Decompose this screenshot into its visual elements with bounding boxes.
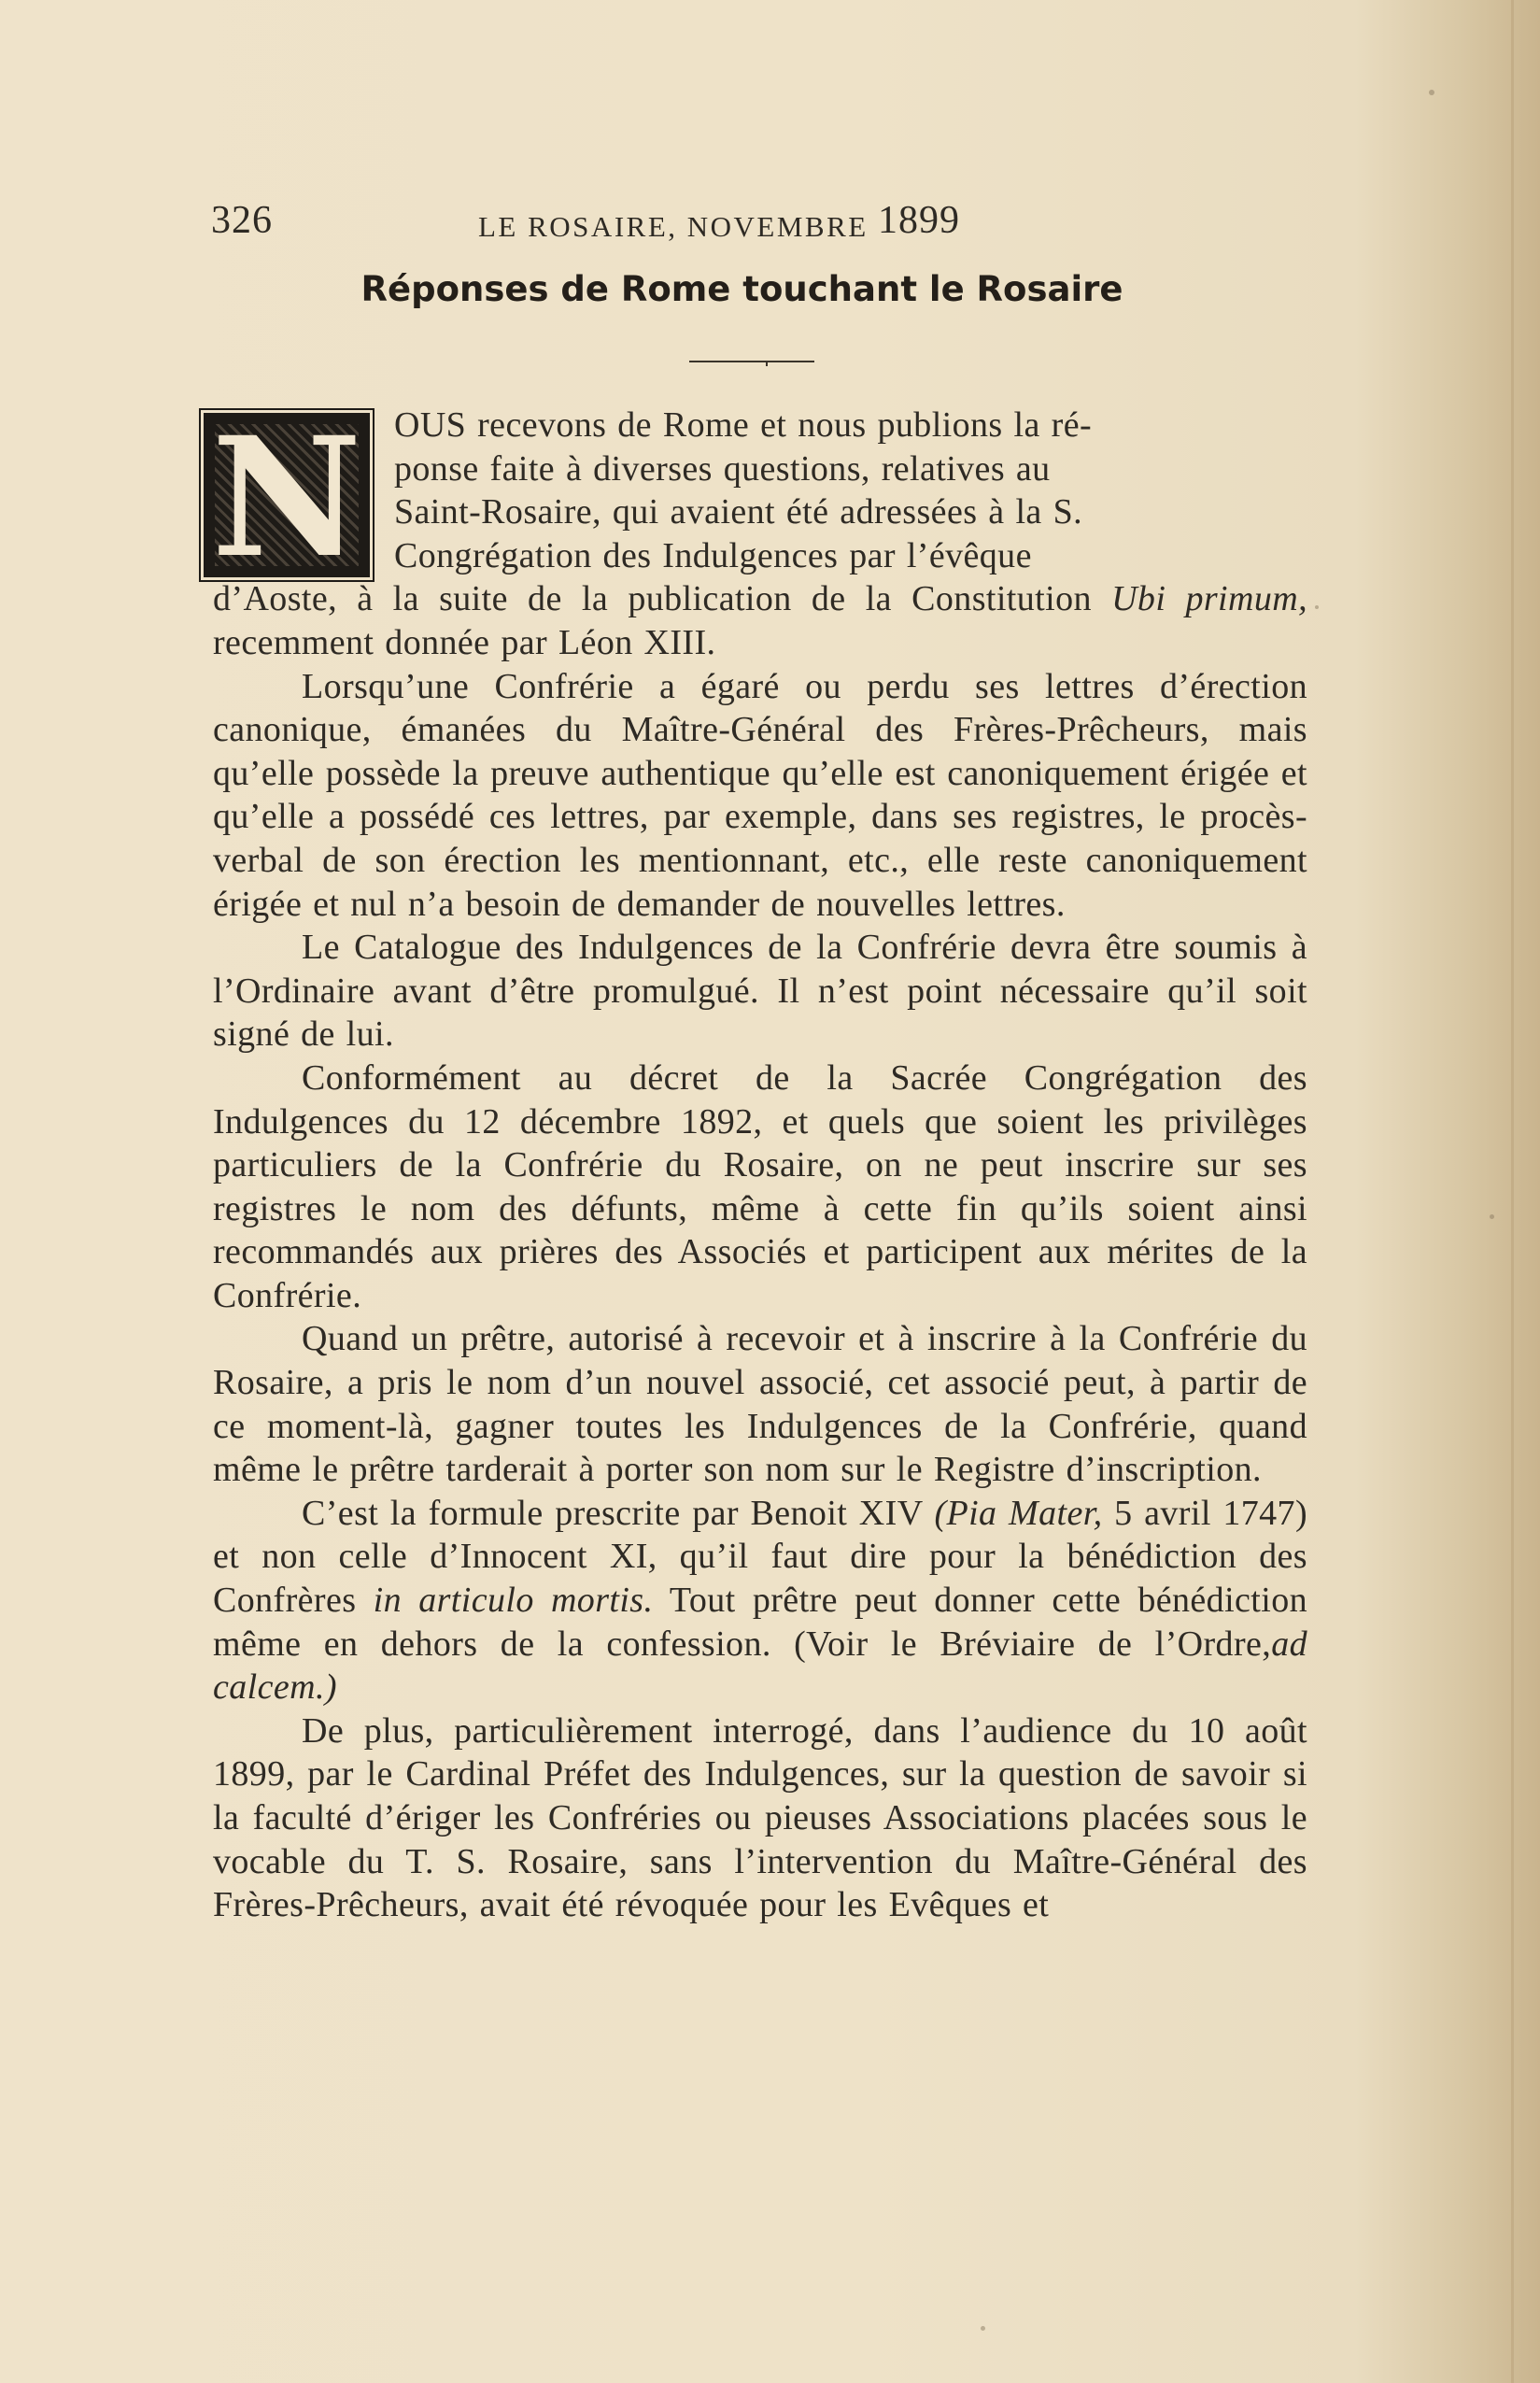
paragraph-3: Le Catalogue des Indulgences de la Confrérie devra être soumis à l’Ordinaire avant d’être promulgué. Il n’est point nécessaire qu’il soit signé de lui. [213, 928, 1307, 1055]
article-body [213, 404, 1307, 1927]
article-title: Réponses de Rome touchant le Rosaire [360, 269, 1123, 309]
paragraph-1 [213, 404, 1307, 665]
running-head [478, 199, 960, 247]
paper-speck [1429, 90, 1434, 95]
para1-line-3: Saint-Rosaire, qui avaient été adressées à la S. [394, 492, 1083, 532]
paper-speck [981, 2326, 985, 2331]
paper-speck [1490, 1214, 1494, 1219]
paragraph-2: Lorsqu’une Confrérie a égaré ou perdu ses lettres d’érection canonique, émanées du Maître-Général des Frères-Prêcheurs, mais qu’elle possède la preuve authentique qu’elle est canoniquement érigée et qu’elle a possédé ces lettres, par exemple, dans ses registres, le procès-verbal de son érection les mentionnant, etc., elle reste canoniquement érigée et nul n’a besoin de demander de nouvelles lettres. [213, 666, 1307, 924]
para1-line-1: OUS recevons de Rome et nous publions la ré- [394, 405, 1093, 445]
page-header [209, 198, 1311, 254]
paragraph-5: Quand un prêtre, autorisé à recevoir et à inscrire à la Confrérie du Rosaire, a pris le nom d’un nouvel associé, cet associé peut, à partir de ce moment-là, gagner toutes les Indulgences de la Confrérie, quand même le prêtre tarderait à porter son nom sur le Registre d’inscription. [213, 1319, 1307, 1490]
para6-italic-a: (Pia Mater, [934, 1493, 1103, 1533]
para6-text-c: Tout prêtre peut donner cette bénédiction même en dehors de la confession. (Voir le Bréviaire de l’Ordre, [213, 1581, 1308, 1664]
paper-speck [1315, 605, 1319, 609]
para6-text-a: C’est la formule prescrite par Benoit XIV [302, 1493, 923, 1533]
title-rule [689, 361, 814, 362]
para1-line-2: ponse faite à diverses questions, relatives au [394, 448, 1051, 489]
page-number: 326 [211, 199, 273, 242]
para6-italic-b: in articulo mortis. [373, 1581, 654, 1621]
para1-line-4: Congrégation des Indulgences par l’évêque [394, 535, 1032, 575]
dropcap-letter: N [211, 401, 362, 594]
paragraph-6 [213, 1492, 1307, 1709]
paragraph-7: De plus, particulièrement interrogé, dans l’audience du 10 août 1899, par le Cardinal Préfet des Indulgences, sur la question de savoir si la faculté d’ériger les Confréries ou pieuses Associations placées sous le vocable du T. S. Rosaire, sans l’intervention du Maître-Général des Frères-Prêcheurs, avait été révoquée pour les Evêques et [213, 1710, 1307, 1925]
running-head-text: LE ROSAIRE, NOVEMBRE [478, 210, 869, 243]
para6-text-b: 5 avril 1747) et non celle d’Innocent XI, qu’il faut dire pour la bénédiction des Confrères [213, 1493, 1308, 1621]
para1-line-5: d’Aoste, à la suite de la publication de la Constitution [213, 579, 1092, 619]
paragraph-4: Conformément au décret de la Sacrée Congrégation des Indulgences du 12 décembre 1892, et quels que soient les privilèges particuliers de la Confrérie du Rosaire, on ne peut inscrire sur ses registres le nom des défunts, même à cette fin qu’ils soient ainsi recommandés aux prières des Associés et participent aux mérites de la Confrérie. [213, 1057, 1307, 1315]
page-edge-shadow [1511, 0, 1514, 2383]
para1-italic-title: Ubi primum, [1111, 579, 1308, 619]
para6-italic-c: ad calcem.) [213, 1624, 1307, 1708]
para1-line-6: recemment donnée par Léon XIII. [213, 622, 716, 662]
running-head-year: 1899 [877, 199, 960, 242]
